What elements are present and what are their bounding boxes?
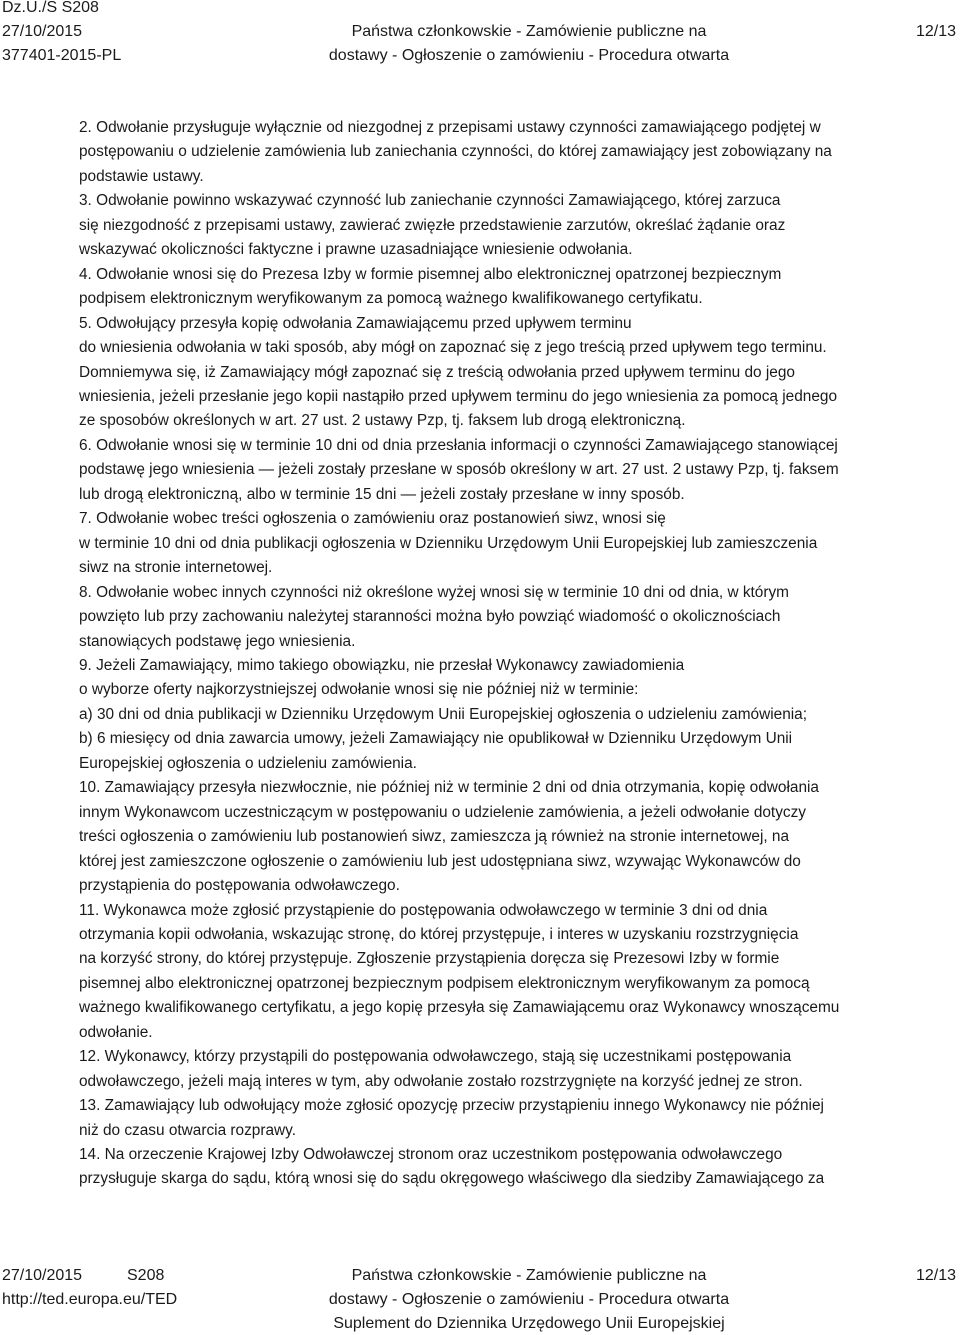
text-line: pisemnej albo elektronicznej opatrzonej bezpiecznym podpisem elektronicznym weryfikowanym za pomocą [79, 974, 810, 992]
header-page-number: 12/13 [915, 23, 956, 40]
text-line: 8. Odwołanie wobec innych czynności niż określone wyżej wnosi się w terminie 10 dni od dnia, w którym [79, 583, 790, 601]
text-line: 11. Wykonawca może zgłosić przystąpienie do postępowania odwoławczego w terminie 3 dni od dnia [79, 901, 768, 919]
text-line: Domniemywa się, iż Zamawiający mógł zapoznać się z treścią odwołania przed upływem terminu do jego [79, 363, 795, 381]
text-line: stanowiących podstawę jego wniesienia. [79, 632, 356, 650]
text-line: na korzyść strony, do której przystępuje. Zgłoszenie przystąpienia doręcza się Prezesowi Izby w formie [79, 950, 780, 968]
footer-title-line-1: Państwa członkowskie - Zamówienie publiczne na [351, 1267, 707, 1284]
text-line: innym Wykonawcom uczestniczącym w postępowaniu o udzielenie zamówienia, a jeżeli odwołanie dotyczy [79, 803, 806, 821]
text-line: 7. Odwołanie wobec treści ogłoszenia o zamówieniu oraz postanowień siwz, wnosi się [79, 510, 666, 528]
text-line: podstawie ustawy. [79, 167, 204, 185]
text-line: ze sposobów określonych w art. 27 ust. 2 ustawy Pzp, tj. faksem lub drogą elektroniczną. [79, 412, 686, 430]
footer-page-number: 12/13 [915, 1267, 956, 1284]
text-line: 4. Odwołanie wnosi się do Prezesa Izby w formie pisemnej albo elektronicznej opatrzonej bezpiecznym [79, 265, 782, 283]
text-line: 9. Jeżeli Zamawiający, mimo takiego obowiązku, nie przesłał Wykonawcy zawiadomienia [79, 656, 685, 674]
text-line: 13. Zamawiający lub odwołujący może zgłosić opozycję przeciw przystąpieniu innego Wykonawcy nie później [79, 1097, 824, 1115]
text-line: a) 30 dni od dnia publikacji w Dzienniku Urzędowym Unii Europejskiej ogłoszenia o udzieleniu zamówienia; [79, 705, 808, 723]
text-line: 2. Odwołanie przysługuje wyłącznie od niezgodnej z przepisami ustawy czynności zamawiającego podjętej w [79, 119, 821, 136]
page-footer [0, 1262, 960, 1334]
text-line: 3. Odwołanie powinno wskazywać czynność lub zaniechanie czynności Zamawiającego, której zarzuca [79, 192, 781, 210]
document-body [79, 116, 947, 1192]
text-line: Europejskiej ogłoszenia o udzieleniu zamówienia. [79, 754, 417, 772]
footer-date: 27/10/2015 [2, 1267, 83, 1284]
text-line: 14. Na orzeczenie Krajowej Izby Odwoławczej stronom oraz uczestnikom postępowania odwoławczego [79, 1146, 783, 1164]
text-line: postępowaniu o udzielenie zamówienia lub zaniechania czynności, do której zamawiający jest zobowiązany na [79, 143, 832, 161]
text-line: do wniesienia odwołania w taki sposób, aby mógł on zapoznać się z jego treścią przed upływem tego terminu. [79, 339, 827, 357]
journal-reference: Dz.U./S S208 [2, 0, 99, 16]
text-line: niż do czasu otwarcia rozprawy. [79, 1121, 296, 1139]
text-line: treści ogłoszenia o zamówieniu lub postanowień siwz, zamieszcza ją również na stronie internetowej, na [79, 828, 790, 846]
page-header [0, 0, 960, 70]
header-title-line-2: dostawy - Ogłoszenie o zamówieniu - Procedura otwarta [328, 47, 730, 64]
text-line: podpisem elektronicznym weryfikowanym za pomocą ważnego kwalifikowanego certyfikatu. [79, 290, 703, 308]
header-title-line-1: Państwa członkowskie - Zamówienie publiczne na [351, 23, 707, 40]
notice-id: 377401-2015-PL [2, 47, 122, 64]
text-line: o wyborze oferty najkorzystniejszej odwołanie wnosi się nie później niż w terminie: [79, 681, 639, 699]
text-line: siwz na stronie internetowej. [79, 559, 273, 577]
text-line: 10. Zamawiający przesyła niezwłocznie, nie później niż w terminie 2 dni od dnia otrzymania, kopię odwołania [79, 779, 819, 797]
text-line: której jest zamieszczone ogłoszenie o zamówieniu lub jest udostępniana siwz, wzywając Wykonawców do [79, 852, 801, 870]
text-line: ważnego kwalifikowanego certyfikatu, a jego kopię przesyła się Zamawiającemu oraz Wykonawcy wnoszącemu [79, 999, 840, 1017]
text-line: wskazywać okoliczności faktyczne i prawne uzasadniające wniesienie odwołania. [79, 241, 633, 259]
text-line: w terminie 10 dni od dnia publikacji ogłoszenia w Dzienniku Urzędowym Unii Europejskiej lub zamieszczenia [79, 534, 818, 552]
footer-title-line-3: Suplement do Dziennika Urzędowego Unii Europejskiej [333, 1315, 725, 1332]
text-line: odwołanie. [79, 1023, 153, 1041]
text-line: podstawę jego wniesienia — jeżeli zostały przesłane w sposób określony w art. 27 ust. 2 ustawy Pzp, tj. faksem [79, 461, 839, 479]
footer-title-line-2: dostawy - Ogłoszenie o zamówieniu - Procedura otwarta [328, 1291, 730, 1308]
text-line: 5. Odwołujący przesyła kopię odwołania Zamawiającemu przed upływem terminu [79, 314, 632, 332]
text-line: przysługuje skarga do sądu, którą wnosi się do sądu okręgowego właściwego dla siedziby Zamawiającego za [79, 1170, 825, 1188]
text-line: wniesienia, jeżeli przesłanie jego kopii nastąpiło przed upływem terminu do jego wniesienia za pomocą jednego [79, 387, 838, 405]
text-line: się niezgodność z przepisami ustawy, zawierać zwięzłe przedstawienie zarzutów, określać żądanie oraz [79, 216, 786, 234]
text-line: lub drogą elektroniczną, albo w terminie 15 dni — jeżeli zostały przesłane w inny sposób. [79, 485, 685, 503]
header-date: 27/10/2015 [2, 23, 83, 40]
text-line: 12. Wykonawcy, którzy przystąpili do postępowania odwoławczego, stają się uczestnikami postępowania [79, 1048, 792, 1066]
text-line: przystąpienia do postępowania odwoławczego. [79, 877, 400, 895]
footer-url: http://ted.europa.eu/TED [2, 1291, 178, 1308]
text-line: b) 6 miesięcy od dnia zawarcia umowy, jeżeli Zamawiający nie opublikował w Dzienniku Urzędowym Unii [79, 730, 793, 748]
footer-series: S208 [127, 1267, 165, 1284]
text-line: 6. Odwołanie wnosi się w terminie 10 dni od dnia przesłania informacji o czynności Zamawiającego stanowiącej [79, 436, 838, 454]
text-line: otrzymania kopii odwołania, wskazując stronę, do której przystępuje, i interes w uzyskaniu rozstrzygnięcia [79, 925, 799, 943]
text-line: odwoławczego, jeżeli mają interes w tym, aby odwołanie zostało rozstrzygnięte na korzyść jednej ze stron. [79, 1072, 803, 1090]
text-line: powzięto lub przy zachowaniu należytej staranności można było powziąć wiadomość o okolicznościach [79, 608, 781, 626]
